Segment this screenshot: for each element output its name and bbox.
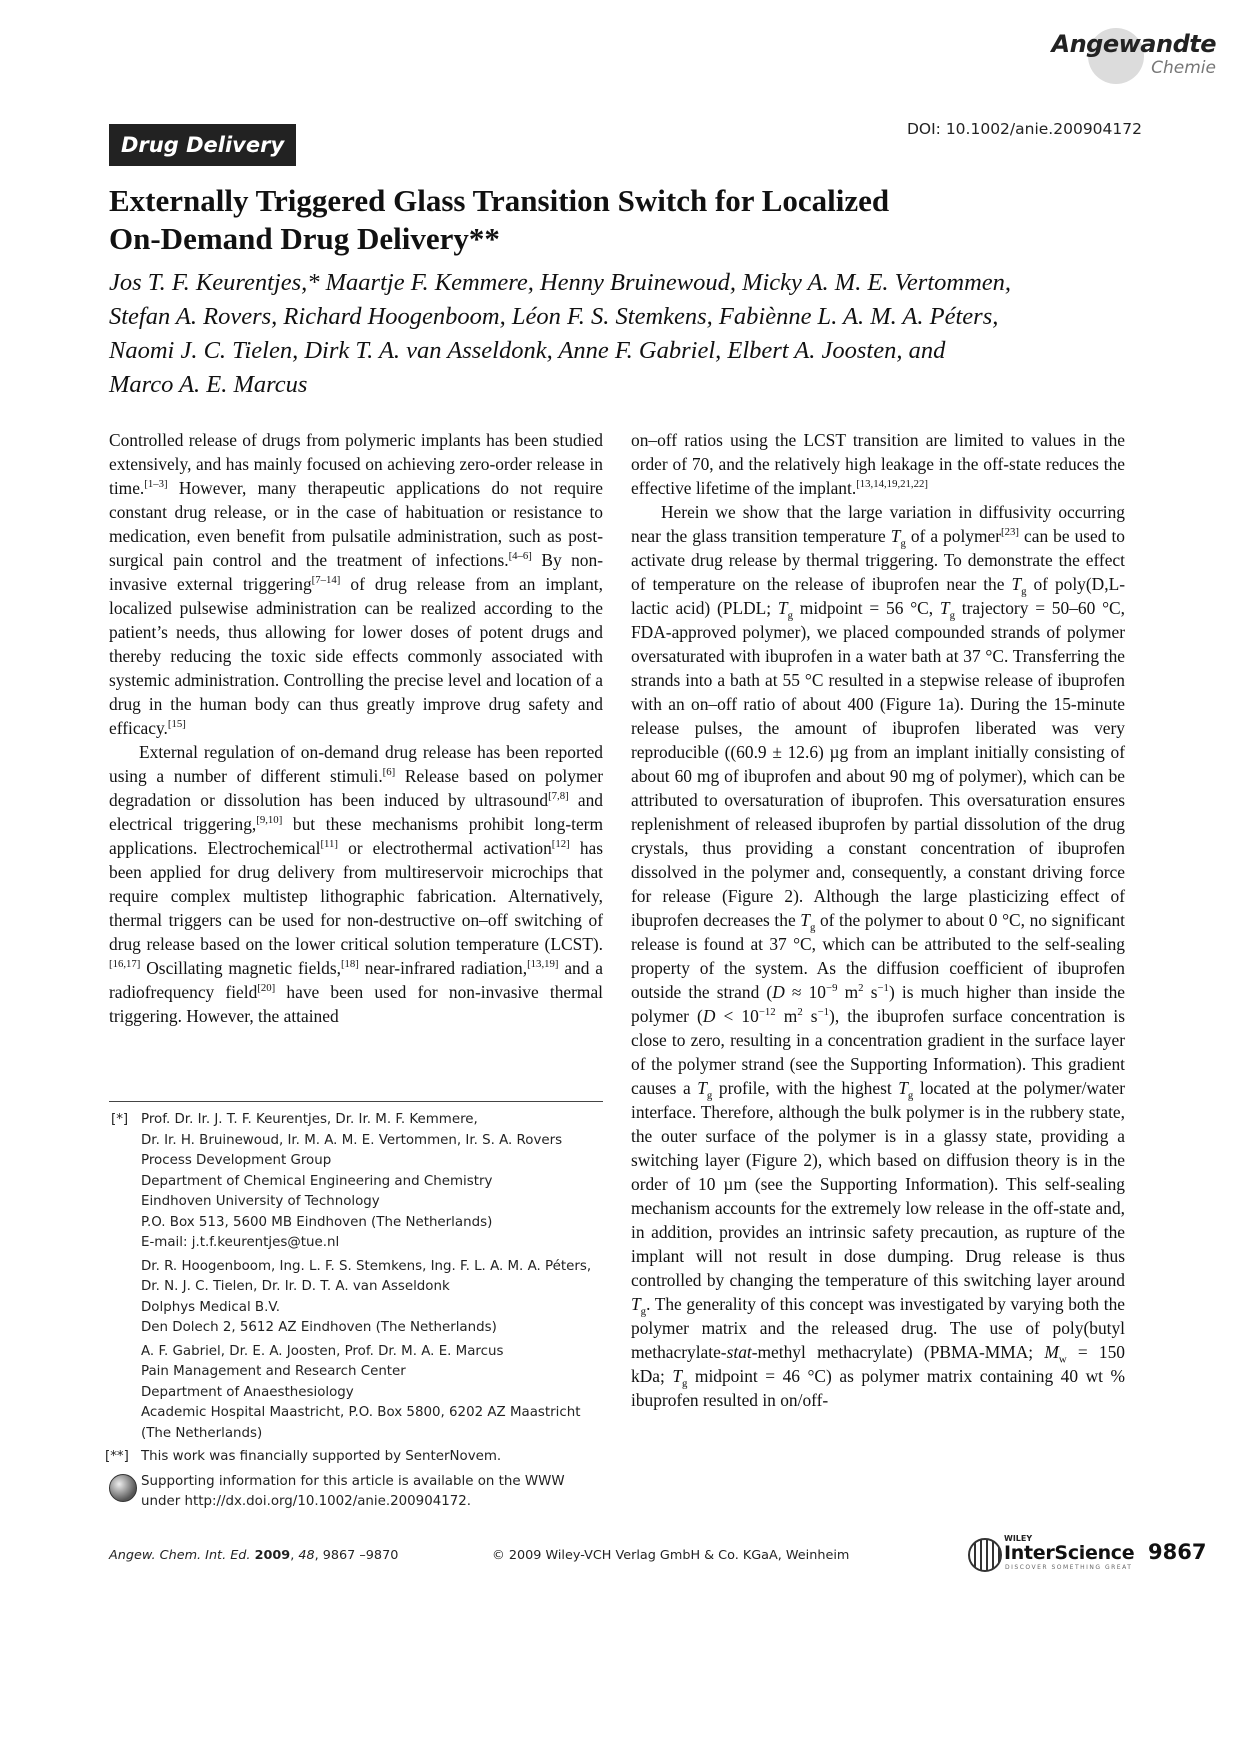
footnote-mark: [**] — [105, 1449, 129, 1464]
footer-citation: Angew. Chem. Int. Ed. 2009, 48, 9867 –9870 — [109, 1548, 399, 1563]
authors-line-1: Jos T. F. Keurentjes,* Maartje F. Kemmere, Henny Bruinewoud, Micky A. M. E. Vertommen, — [109, 269, 1012, 296]
citation-ref[interactable]: [6] — [382, 766, 396, 779]
citation-ref[interactable]: [1–3] — [144, 478, 168, 491]
citation-ref[interactable]: [9,10] — [256, 814, 283, 827]
logo-line1: Angewandte — [1051, 30, 1216, 58]
paragraph-3: on–off ratios using the LCST transition are limited to values in the order of 70, and the relatively high leakage in the off-state reduces the effective lifetime of the implant.[13,14,19,21,22] — [631, 430, 1125, 498]
citation-ref[interactable]: [13,14,19,21,22] — [856, 478, 928, 491]
authors-line-3: Naomi J. C. Tielen, Dirk T. A. van Asseldonk, Anne F. Gabriel, Elbert A. Joosten, and — [109, 337, 946, 364]
affiliation-block-3: A. F. Gabriel, Dr. E. A. Joosten, Prof. Dr. M. A. E. Marcus Pain Management and Research Center Department of Anaesthesiology Academic Hospital Maastricht, P.O. Box 5800, 6202 AZ Maastricht (The Netherlands) — [141, 1343, 581, 1441]
citation-ref[interactable]: [7–14] — [311, 574, 341, 587]
paragraph-4: Herein we show that the large variation in diffusivity occurring near the glass transition temperature $T_g$ of a polymer[23] can be used to activate drug release by thermal triggering. To demonstrate the effect of temperature on the release of ibuprofen near the $T_g$ of poly(D,L-lactic acid) (PLDL; $T_g$ midpoint = 56 °C, $T_g$ trajectory = 50–60 °C, FDA-approved polymer), we placed compounded strands of polymer oversaturated with ibuprofen in a water bath at 37 °C. Transferring the strands into a bath at 55 °C resulted in a stepwise release of ibuprofen with an on–off ratio of about 400 (Figure 1a). During the 15-minute release pulses, the amount of ibuprofen liberated was very reproducible ((60.9 ± 12.6) µg from an implant initially consisting of about 60 mg of ibuprofen and about 90 mg of polymer), which can be attributed to oversaturation of ibuprofen. This oversaturation ensures replenishment of released ibuprofen by partial dissolution of the drug crystals, thus providing a constant concentration of ibuprofen dissolved in the polymer and, consequently, a constant driving force for release (Figure 2). Although the large plasticizing effect of ibuprofen decreases the $T_g$ of the polymer to about 0 °C, no significant release is found at 37 °C, which can be attributed to the self-sealing property of the system. As the diffusion coefficient of ibuprofen outside the strand ($D \approx 10^{-9}$ $m^2$ $s^{-1}$) is much higher than inside the polymer ($D < 10^{-12}$ $m^2$ $s^{-1}$), the ibuprofen surface concentration is close to zero, resulting in a concentration gradient in the surface layer of the polymer strand (see the Supporting Information). This gradient causes a $T_g$ profile, with the highest $T_g$ located at the polymer/water interface. Therefore, although the bulk polymer is in the rubbery state, the outer surface of the polymer is in a glassy state, providing a switching layer (Figure 2), which based on diffusion theory is in the order of 10 µm (see the Supporting Information). This self-sealing mechanism accounts for the extremely low release in the off-state and, in addition, provides an intrinsic safety precaution, as rupture of the implant will not result in dose dumping. Drug release is thus controlled by changing the temperature of this switching layer around $T_g$. The generality of this concept was investigated by varying both the polymer matrix and the released drug. The use of poly(butyl methacrylate-stat-methyl methacrylate) (PBMA-MMA; $M_w = 150$ kDa; $T_g$ midpoint = 46 °C) as polymer matrix containing 40 wt % ibuprofen resulted in on/off- — [631, 502, 1126, 1410]
footer-copyright: © 2009 Wiley-VCH Verlag GmbH & Co. KGaA, Weinheim — [492, 1548, 850, 1563]
footnote-funding: [**] This work was financially supported by SenterNovem. — [109, 1447, 609, 1468]
citation-ref[interactable]: [13,19] — [527, 958, 559, 971]
citation-ref[interactable]: [18] — [340, 958, 359, 971]
citation-ref[interactable]: [15] — [167, 718, 186, 731]
citation-ref[interactable]: [7,8] — [548, 790, 569, 803]
authors-line-4: Marco A. E. Marcus — [109, 371, 308, 398]
title-line-1: Externally Triggered Glass Transition Switch for Localized — [109, 183, 890, 218]
citation-ref[interactable]: [4–6] — [508, 550, 532, 563]
journal-logo — [1020, 24, 1220, 84]
email-link[interactable]: E-mail: j.t.f.keurentjes@tue.nl — [141, 1235, 340, 1250]
article-title — [109, 182, 1109, 258]
citation-ref[interactable]: [16,17] — [109, 958, 141, 971]
paragraph-2: External regulation of on-demand drug release has been reported using a number of different stimuli.[6] Release based on polymer degradation or dissolution has been induced by ultrasound[7,8] and electrical triggering,[9,10] but these mechanisms prohibit long-term applications. Electrochemical[11] or electrothermal activation[12] has been applied for drug delivery from multireservoir microchips that require complex multistep lithographic fabrication. Alternatively, thermal triggers can be used for non-destructive on–off switching of drug release based on the lower critical solution temperature (LCST).[16,17] Oscillating magnetic fields,[18] near-infrared radiation,[13,19] and a radiofrequency field[20] have been used for non-invasive thermal triggering. However, the attained — [109, 742, 604, 1026]
body-column-left — [109, 428, 603, 1028]
affiliation-block-2: Dr. R. Hoogenboom, Ing. L. F. S. Stemkens, Ing. F. L. A. M. A. Péters, Dr. N. J. C. Tielen, Dr. Ir. D. T. A. van Asseldonk Dolphys Medical B.V. Den Dolech 2, 5612 AZ Eindhoven (The Netherlands) — [141, 1258, 592, 1335]
footnote-mark: [*] — [111, 1112, 129, 1127]
doi: DOI: 10.1002/anie.200904172 — [906, 120, 1142, 138]
paragraph-1: Controlled release of drugs from polymeric implants has been studied extensively, and has mainly focused on achieving zero-order release in time.[1–3] However, many therapeutic applications do not require constant drug release, or in the case of habituation or resistance to medication, even benefit from pulsatile administration, such as post-surgical pain control and the treatment of infections.[4–6] By non-invasive external triggering[7–14] of drug release from an implant, localized pulsewise administration can be realized according to the patient’s needs, thus allowing for lower doses of potent drugs and thereby reducing the toxic side effects commonly associated with systemic administration. Controlling the precise level and location of a drug in the human body can thus greatly improve drug safety and efficacy.[15] — [109, 430, 603, 738]
footnotes — [105, 1110, 609, 1513]
supporting-info-icon — [109, 1474, 137, 1502]
footnote-divider — [109, 1101, 603, 1102]
citation-ref[interactable]: [12] — [551, 838, 570, 851]
citation-ref[interactable]: [20] — [257, 982, 276, 995]
supporting-info-link[interactable]: under http://dx.doi.org/10.1002/anie.200904172. — [141, 1494, 472, 1509]
title-line-2: On-Demand Drug Delivery** — [109, 221, 500, 256]
logo-line2: Chemie — [1151, 58, 1216, 78]
citation-ref[interactable]: [11] — [320, 838, 338, 851]
page-number: 9867 — [1148, 1540, 1207, 1564]
footnote-supporting-info: Supporting information for this article is available on the WWW under http://dx.doi.org/10.1002/anie.200904172. — [109, 1472, 609, 1513]
authors-line-2: Stefan A. Rovers, Richard Hoogenboom, Léon F. S. Stemkens, Fabiènne L. A. M. A. Péters, — [109, 303, 999, 330]
body-column-right — [631, 428, 1125, 1412]
globe-icon — [968, 1538, 1002, 1572]
affiliation-block-1: Prof. Dr. Ir. J. T. F. Keurentjes, Dr. Ir. M. F. Kemmere, Dr. Ir. H. Bruinewoud, Ir. M. A. M. E. Vertommen, Ir. S. A. Rovers Process Development Group Department of Chemical Engineering and Chemistry Eindhoven University of Technology P.O. Box 513, 5600 MB Eindhoven (The Netherlands) E-mail: j.t.f.keurentjes@tue.nl — [141, 1110, 609, 1254]
section-tag: Drug Delivery — [109, 124, 296, 166]
author-list — [109, 266, 1149, 402]
interscience-logo: WILEY InterScience DISCOVER SOMETHING GREAT — [968, 1532, 1148, 1572]
footnote-affiliations — [109, 1110, 609, 1444]
citation-ref[interactable]: [23] — [1001, 526, 1019, 539]
